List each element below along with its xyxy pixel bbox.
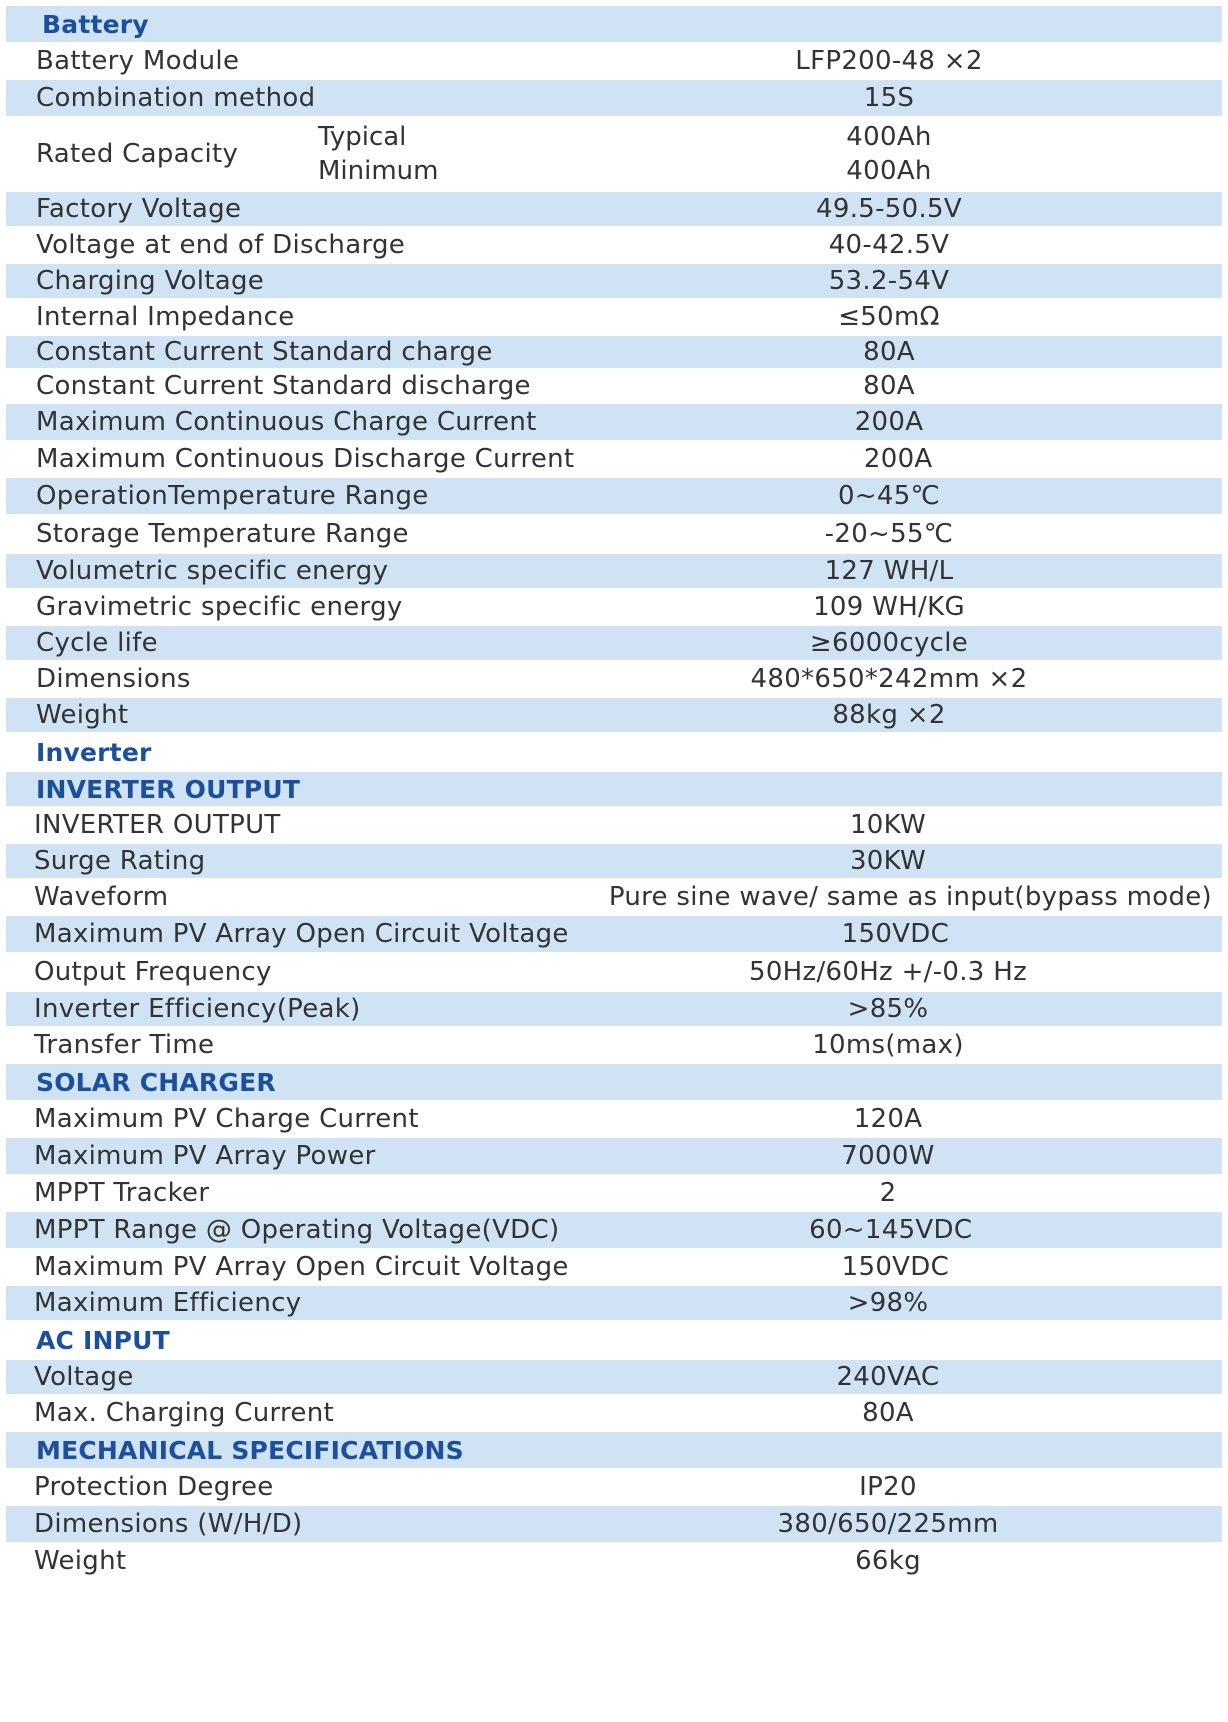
spec-row xyxy=(6,954,1222,992)
spec-value: ≤50mΩ xyxy=(838,302,940,332)
spec-value: 0~45℃ xyxy=(837,481,941,511)
spec-label: Volumetric specific energy xyxy=(36,556,389,586)
section-title-inverter-output: INVERTER OUTPUT xyxy=(36,774,301,804)
spec-label: Max. Charging Current xyxy=(34,1398,335,1428)
section-battery xyxy=(6,6,1222,44)
section-title-mechanical: MECHANICAL SPECIFICATIONS xyxy=(36,1435,464,1465)
spec-label: Maximum PV Charge Current xyxy=(34,1104,419,1134)
spec-label: OperationTemperature Range xyxy=(36,481,429,511)
spec-value: 200A xyxy=(863,444,933,474)
spec-label: Constant Current Standard charge xyxy=(36,337,493,367)
section-solar-charger xyxy=(6,1064,1222,1102)
spec-value: 10ms(max) xyxy=(812,1030,964,1060)
section-ac-input xyxy=(6,1322,1222,1360)
spec-label: Inverter Efficiency(Peak) xyxy=(34,994,361,1024)
spec-label: Maximum PV Array Power xyxy=(34,1141,376,1171)
spec-value: 2 xyxy=(879,1178,897,1208)
spec-label: INVERTER OUTPUT xyxy=(34,810,281,840)
spec-row xyxy=(6,1176,1222,1212)
spec-value: 150VDC xyxy=(841,1252,950,1282)
spec-value: IP20 xyxy=(859,1472,917,1502)
spec-row xyxy=(6,442,1222,478)
spec-label: Maximum Continuous Charge Current xyxy=(36,407,537,437)
spec-value: 150VDC xyxy=(841,919,950,949)
spec-label: Protection Degree xyxy=(34,1472,274,1502)
spec-row xyxy=(6,516,1222,554)
spec-label: Rated Capacity xyxy=(36,139,239,169)
spec-row xyxy=(6,1286,1222,1322)
spec-table xyxy=(6,6,1222,1580)
spec-row xyxy=(6,264,1222,300)
spec-value: 7000W xyxy=(841,1141,935,1171)
spec-label: Waveform xyxy=(34,882,169,912)
spec-value: LFP200-48 ×2 xyxy=(795,46,983,76)
section-inverter xyxy=(6,734,1222,772)
spec-row xyxy=(6,554,1222,590)
spec-value: 10KW xyxy=(849,810,927,840)
spec-value: 50Hz/60Hz +/-0.3 Hz xyxy=(748,957,1028,987)
spec-row xyxy=(6,590,1222,626)
spec-label: Maximum PV Array Open Circuit Voltage xyxy=(34,1252,569,1282)
spec-row xyxy=(6,336,1222,370)
spec-value: ≥6000cycle xyxy=(809,628,969,658)
spec-value: 127 WH/L xyxy=(824,556,954,586)
spec-row xyxy=(6,300,1222,336)
spec-value: 53.2-54V xyxy=(828,266,950,296)
spec-row xyxy=(6,370,1222,404)
spec-row xyxy=(6,1470,1222,1506)
spec-row xyxy=(6,1212,1222,1250)
spec-value: 66kg xyxy=(855,1546,921,1576)
spec-row-battery-module xyxy=(6,44,1222,80)
spec-value: 380/650/225mm xyxy=(777,1509,999,1539)
spec-row xyxy=(6,626,1222,662)
spec-label: Gravimetric specific energy xyxy=(36,592,403,622)
value-minimum: 400Ah xyxy=(846,156,932,186)
spec-value: 120A xyxy=(853,1104,923,1134)
sublabel-minimum: Minimum xyxy=(318,156,439,186)
spec-label: Weight xyxy=(34,1546,127,1576)
spec-row xyxy=(6,1028,1222,1064)
spec-label: Transfer Time xyxy=(34,1030,215,1060)
section-title-solar-charger: SOLAR CHARGER xyxy=(36,1067,276,1097)
spec-label: Cycle life xyxy=(36,628,158,658)
spec-label: Battery Module xyxy=(36,46,240,76)
spec-row xyxy=(6,1138,1222,1176)
spec-row-rated-capacity xyxy=(6,118,1222,192)
spec-row xyxy=(6,404,1222,442)
spec-value: 80A xyxy=(862,1398,914,1428)
spec-value: 88kg ×2 xyxy=(832,700,946,730)
spec-label: Voltage xyxy=(34,1362,134,1392)
spec-row xyxy=(6,478,1222,516)
spec-row xyxy=(6,1360,1222,1396)
spec-label: Weight xyxy=(36,700,129,730)
spec-label: MPPT Tracker xyxy=(34,1178,210,1208)
value-typical: 400Ah xyxy=(846,122,932,152)
spec-value: 480*650*242mm ×2 xyxy=(750,664,1028,694)
spec-label: Maximum Efficiency xyxy=(34,1288,302,1318)
spec-value: >98% xyxy=(847,1288,929,1318)
spec-row xyxy=(6,698,1222,734)
spec-label: MPPT Range @ Operating Voltage(VDC) xyxy=(34,1215,560,1245)
spec-label: Combination method xyxy=(36,83,316,113)
spec-row xyxy=(6,1396,1222,1432)
spec-row xyxy=(6,916,1222,954)
spec-row xyxy=(6,228,1222,264)
section-mechanical-specifications xyxy=(6,1432,1222,1470)
spec-value: 15S xyxy=(863,83,915,113)
spec-value: >85% xyxy=(847,994,929,1024)
spec-row xyxy=(6,1250,1222,1286)
spec-row xyxy=(6,844,1222,880)
spec-row xyxy=(6,808,1222,844)
sublabel-typical: Typical xyxy=(318,122,407,152)
spec-row-combination xyxy=(6,80,1222,118)
spec-row xyxy=(6,880,1222,916)
spec-label: Charging Voltage xyxy=(36,266,265,296)
section-title-battery: Battery xyxy=(42,9,149,39)
spec-value: 60~145VDC xyxy=(809,1215,973,1245)
spec-value: 30KW xyxy=(849,846,927,876)
spec-value: 109 WH/KG xyxy=(813,592,965,622)
spec-value: 80A xyxy=(863,371,915,401)
spec-value: 80A xyxy=(863,337,915,367)
spec-value: 49.5-50.5V xyxy=(816,194,962,224)
spec-label: Maximum PV Array Open Circuit Voltage xyxy=(34,919,569,949)
spec-label: Constant Current Standard discharge xyxy=(36,371,531,401)
spec-label: Output Frequency xyxy=(34,957,272,987)
spec-value: 200A xyxy=(854,407,924,437)
spec-row xyxy=(6,192,1222,228)
spec-row xyxy=(6,1506,1222,1544)
spec-value: 40-42.5V xyxy=(828,230,950,260)
spec-label: Maximum Continuous Discharge Current xyxy=(36,444,575,474)
spec-values xyxy=(556,120,1222,188)
spec-row xyxy=(6,1102,1222,1138)
spec-label: Factory Voltage xyxy=(36,194,242,224)
section-inverter-output xyxy=(6,772,1222,808)
spec-row xyxy=(6,992,1222,1028)
spec-value: 240VAC xyxy=(836,1362,940,1392)
spec-value: -20~55℃ xyxy=(824,519,954,549)
spec-label: Surge Rating xyxy=(34,846,206,876)
spec-sublabels xyxy=(318,120,556,188)
spec-value: Pure sine wave/ same as input(bypass mode) xyxy=(608,882,1212,912)
spec-label: Voltage at end of Discharge xyxy=(36,230,406,260)
spec-row xyxy=(6,1544,1222,1580)
spec-label: Dimensions xyxy=(36,664,191,694)
spec-label: Dimensions (W/H/D) xyxy=(34,1509,303,1539)
section-title-inverter: Inverter xyxy=(36,737,152,767)
spec-label: Internal Impedance xyxy=(36,302,295,332)
spec-row xyxy=(6,662,1222,698)
section-title-ac-input: AC INPUT xyxy=(36,1325,170,1355)
spec-label: Storage Temperature Range xyxy=(36,519,409,549)
